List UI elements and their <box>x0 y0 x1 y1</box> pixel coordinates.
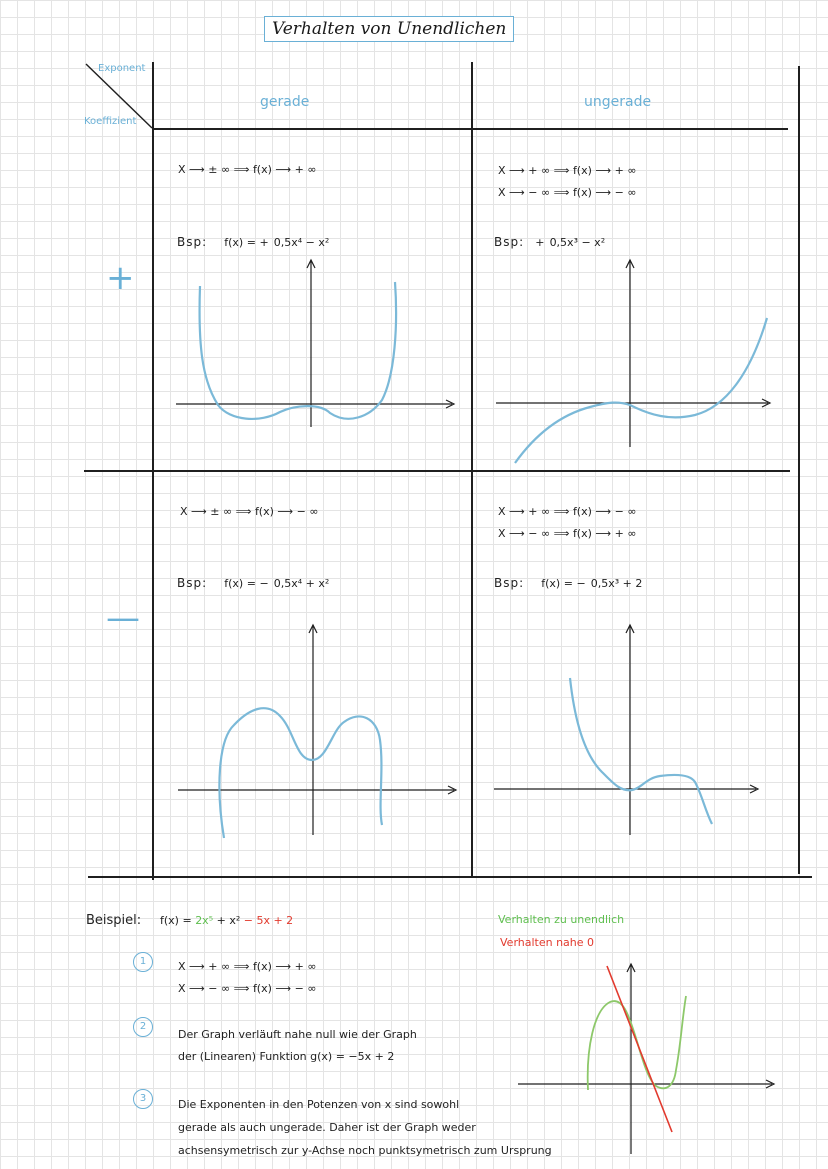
fx-sign: − <box>259 577 269 590</box>
table-hline-bottom <box>88 876 812 878</box>
row-sign-minus: — <box>106 598 140 638</box>
fx-sign: + <box>535 236 545 249</box>
table-hline-header <box>152 128 788 130</box>
corner-label-koeffizient: Koeffizient <box>84 116 137 127</box>
cell-plus-odd-limit-2: X ⟶ − ∞ ⟹ f(x) ⟶ − ∞ <box>498 186 637 199</box>
fx-sign: − <box>576 577 586 590</box>
corner-label-exponent: Exponent <box>98 63 146 74</box>
cell-plus-even-limit: X ⟶ ± ∞ ⟹ f(x) ⟶ + ∞ <box>178 163 317 176</box>
step-1-line-2: X ⟶ − ∞ ⟹ f(x) ⟶ − ∞ <box>178 982 317 995</box>
fx-rest: 0,5x⁴ − x² <box>273 236 330 249</box>
example-function <box>160 914 293 927</box>
col-header-gerade: gerade <box>260 94 310 110</box>
graph-plus-even <box>170 255 465 435</box>
legend-red: Verhalten nahe 0 <box>500 936 595 949</box>
fx-rest: 0,5x³ − x² <box>549 236 606 249</box>
fx-rest: 0,5x³ + 2 <box>590 577 643 590</box>
fx-sign: + <box>259 236 269 249</box>
cell-minus-even-limit: X ⟶ ± ∞ ⟹ f(x) ⟶ − ∞ <box>180 505 319 518</box>
bsp-label: Bsp: <box>494 576 525 590</box>
col-header-ungerade: ungerade <box>584 94 652 110</box>
bsp-label: Bsp: <box>177 576 208 590</box>
cell-minus-odd-limit-2: X ⟶ − ∞ ⟹ f(x) ⟶ + ∞ <box>498 527 637 540</box>
cell-plus-odd-example <box>494 231 605 250</box>
cell-minus-odd-example <box>494 572 642 591</box>
example-fx-prefix: f(x) = <box>160 914 196 927</box>
step-2-line-2: der (Linearen) Funktion g(x) = −5x + 2 <box>178 1050 395 1063</box>
example-fx-green-term: 2x⁵ <box>195 914 214 927</box>
fx-prefix: f(x) = <box>541 577 577 590</box>
fx-prefix: f(x) = <box>224 236 260 249</box>
cell-plus-even-example <box>177 231 329 250</box>
example-label: Beispiel: <box>86 913 142 928</box>
example-graph <box>514 958 784 1158</box>
step-3-line-3: achsensymetrisch zur y-Achse noch punktsymetrisch zum Ursprung <box>178 1144 552 1157</box>
legend-green: Verhalten zu unendlich <box>498 913 625 926</box>
step-3-line-1: Die Exponenten in den Potenzen von x sind sowohl <box>178 1098 460 1111</box>
cell-minus-odd-limit-1: X ⟶ + ∞ ⟹ f(x) ⟶ − ∞ <box>498 505 637 518</box>
graph-minus-even <box>172 620 467 845</box>
table-hline-middle <box>84 470 790 472</box>
fx-rest: 0,5x⁴ + x² <box>273 577 330 590</box>
step-3-line-2: gerade als auch ungerade. Daher ist der Graph weder <box>178 1121 476 1134</box>
cell-minus-even-example <box>177 572 329 591</box>
example-fx-middle-term: + x² <box>213 914 244 927</box>
graph-plus-odd <box>490 255 785 470</box>
example-fx-red-term: − 5x + 2 <box>243 914 294 927</box>
bsp-label: Bsp: <box>177 235 208 249</box>
row-sign-plus: + <box>106 258 135 298</box>
step-number-2: 2 <box>133 1017 153 1037</box>
step-1-line-1: X ⟶ + ∞ ⟹ f(x) ⟶ + ∞ <box>178 960 317 973</box>
graph-minus-odd <box>490 620 785 845</box>
table-vline-right <box>798 66 800 874</box>
bsp-label: Bsp: <box>494 235 525 249</box>
cell-plus-odd-limit-1: X ⟶ + ∞ ⟹ f(x) ⟶ + ∞ <box>498 164 637 177</box>
step-number-3: 3 <box>133 1089 153 1109</box>
step-number-1: 1 <box>133 952 153 972</box>
fx-prefix: f(x) = <box>224 577 260 590</box>
page-title: Verhalten von Unendlichen <box>264 16 514 42</box>
step-2-line-1: Der Graph verläuft nahe null wie der Graph <box>178 1028 417 1041</box>
